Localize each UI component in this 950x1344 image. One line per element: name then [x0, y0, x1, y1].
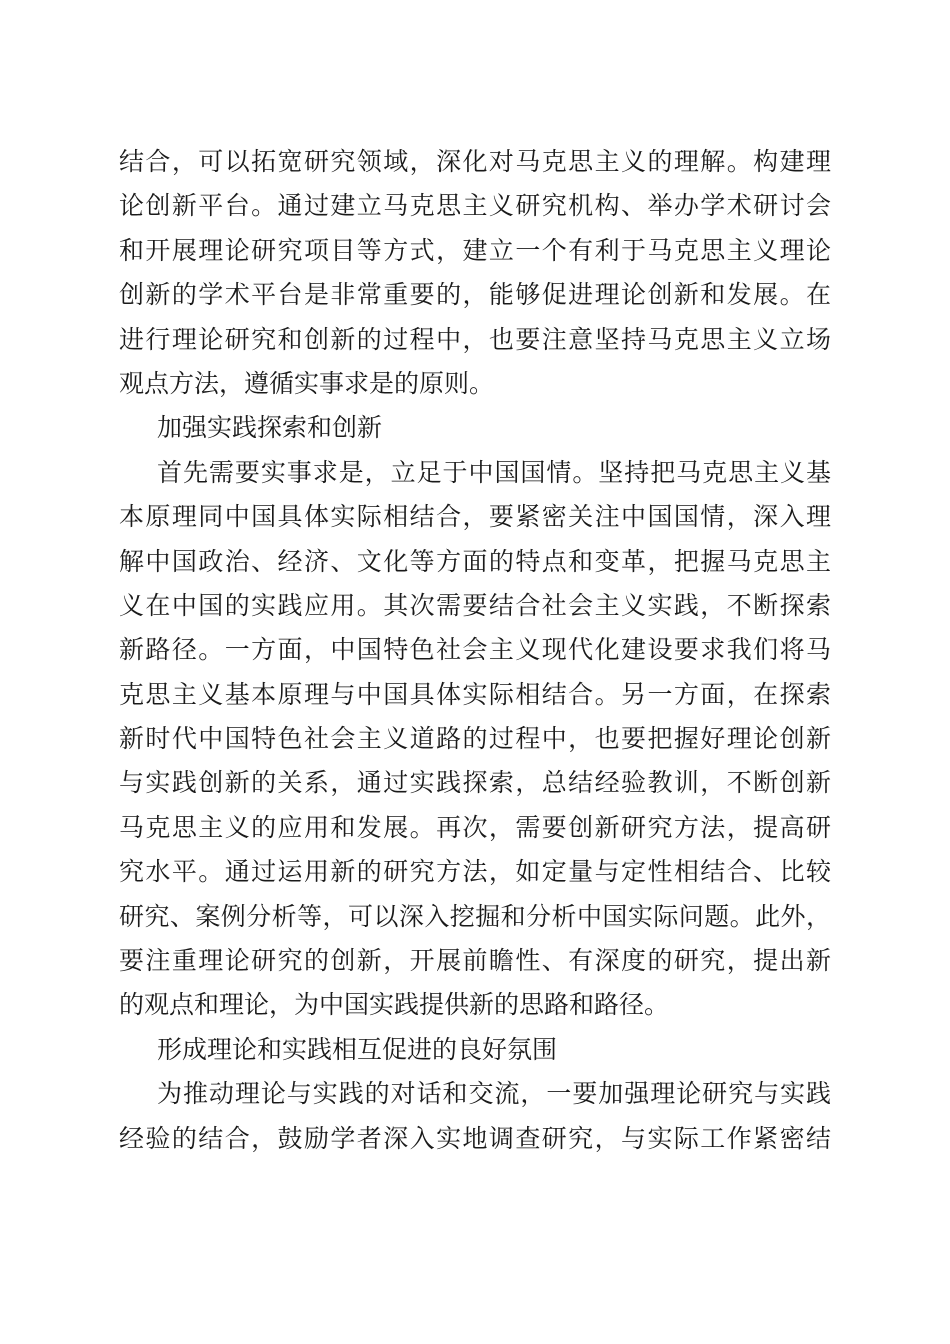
- text-line: 本原理同中国具体实际相结合，要紧密关注中国国情，深入理: [119, 502, 831, 532]
- text-line: 新时代中国特色社会主义道路的过程中，也要把握好理论创新: [119, 724, 831, 754]
- text-line: 马克思主义的应用和发展。再次，需要创新研究方法，提高研: [119, 812, 831, 842]
- text-line: 的观点和理论，为中国实践提供新的思路和路径。: [119, 990, 670, 1020]
- text-line: 新路径。一方面，中国特色社会主义现代化建设要求我们将马: [119, 635, 831, 665]
- text-line: 经验的结合，鼓励学者深入实地调查研究，与实际工作紧密结: [119, 1123, 831, 1153]
- text-line: 论创新平台。通过建立马克思主义研究机构、举办学术研讨会: [119, 191, 831, 221]
- text-line: 和开展理论研究项目等方式，建立一个有利于马克思主义理论: [119, 235, 831, 265]
- text-line: 研究、案例分析等，可以深入挖掘和分析中国实际问题。此外，: [119, 901, 831, 931]
- text-line: 克思主义基本原理与中国具体实际相结合。另一方面，在探索: [119, 679, 831, 709]
- text-line: 为推动理论与实践的对话和交流，一要加强理论研究与实践: [157, 1079, 831, 1109]
- text-line: 解中国政治、经济、文化等方面的特点和变革，把握马克思主: [119, 546, 831, 576]
- section-heading: 形成理论和实践相互促进的良好氛围: [157, 1034, 558, 1064]
- text-line: 结合，可以拓宽研究领域，深化对马克思主义的理解。构建理: [119, 147, 831, 176]
- text-line: 进行理论研究和创新的过程中，也要注意坚持马克思主义立场: [119, 324, 831, 354]
- body-text: [119, 140, 831, 1161]
- text-line: 观点方法，遵循实事求是的原则。: [119, 368, 495, 398]
- text-line: 首先需要实事求是，立足于中国国情。坚持把马克思主义基: [157, 457, 831, 487]
- text-line: 要注重理论研究的创新，开展前瞻性、有深度的研究，提出新: [119, 946, 831, 976]
- section-heading: 加强实践探索和创新: [157, 413, 383, 443]
- text-line: 与实践创新的关系，通过实践探索，总结经验教训，不断创新: [119, 768, 831, 798]
- text-line: 义在中国的实践应用。其次需要结合社会主义实践，不断探索: [119, 590, 831, 620]
- text-line: 究水平。通过运用新的研究方法，如定量与定性相结合、比较: [119, 857, 831, 887]
- text-line: 创新的学术平台是非常重要的，能够促进理论创新和发展。在: [119, 280, 831, 310]
